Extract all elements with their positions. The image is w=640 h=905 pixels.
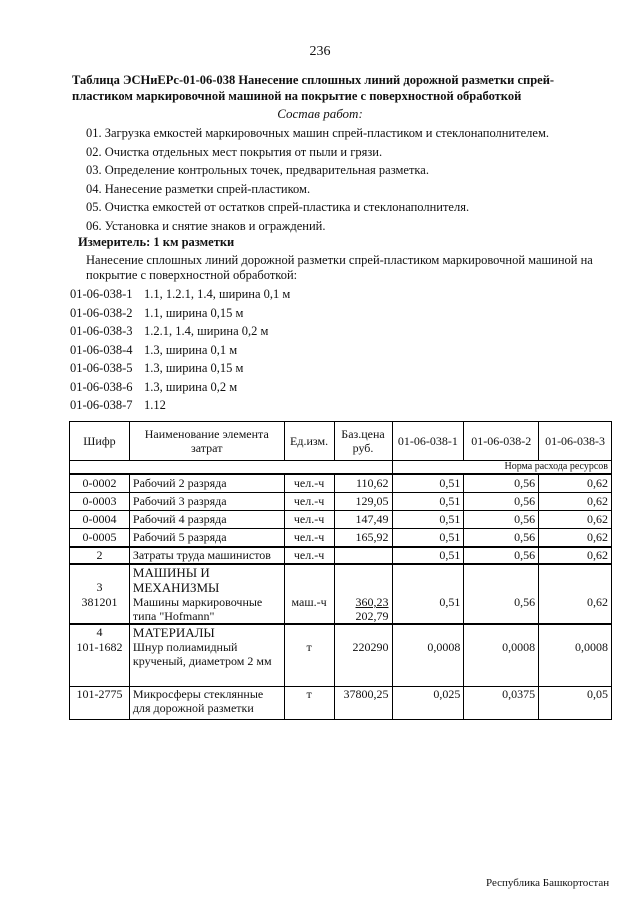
code-text: 1.1, 1.2.1, 1.4, ширина 0,1 м (144, 287, 291, 301)
row-name: Рабочий 5 разряда (129, 529, 284, 548)
code-item (70, 396, 290, 415)
code-id: 01-06-038-6 (70, 379, 133, 394)
row-value: 0,51 (392, 493, 464, 511)
row-code: 101-2775 (70, 687, 130, 720)
section-row-materials (70, 624, 612, 640)
row-price: 147,49 (334, 511, 392, 529)
row-value: 0,0008 (539, 640, 612, 687)
row-price: 37800,25 (334, 687, 392, 720)
code-item (70, 341, 290, 360)
header-col3: 01-06-038-3 (539, 422, 612, 461)
work-step: 03. Определение контрольных точек, предварительная разметка. (86, 163, 429, 178)
row-unit: чел.-ч (284, 511, 334, 529)
code-text: 1.3, ширина 0,1 м (144, 342, 238, 357)
header-col2: 01-06-038-2 (464, 422, 539, 461)
row-code: 2 (70, 547, 130, 564)
code-item (70, 322, 290, 341)
row-unit: чел.-ч (284, 474, 334, 493)
row-value: 0,51 (392, 474, 464, 493)
code-text: 1.1, ширина 0,15 м (144, 305, 244, 320)
row-value: 0,51 (392, 511, 464, 529)
code-text: 1.12 (144, 398, 166, 412)
row-value: 0,62 (539, 529, 612, 548)
row-value: 0,51 (392, 595, 464, 624)
row-unit: чел.-ч (284, 547, 334, 564)
row-value: 0,56 (464, 493, 539, 511)
row-name: Рабочий 4 разряда (129, 511, 284, 529)
row-price: 129,05 (334, 493, 392, 511)
table-row (70, 511, 612, 529)
table-title: Таблица ЭСНиЕРс-01-06-038 Нанесение сплошных линий дорожной разметки спрей-пластиком маркировочной машиной на покрытие с поверхностной обработкой (72, 73, 555, 103)
code-item (70, 359, 290, 378)
row-value: 0,56 (464, 511, 539, 529)
row-value: 0,51 (392, 547, 464, 564)
row-code: 0-0005 (70, 529, 130, 548)
code-id: 01-06-038-7 (70, 398, 133, 412)
row-value: 0,62 (539, 493, 612, 511)
work-step: 05. Очистка емкостей от остатков спрей-пластика и стеклонаполнителя. (86, 200, 470, 215)
row-value: 0,0375 (464, 687, 539, 720)
code-id: 01-06-038-2 (70, 305, 133, 320)
code-item (70, 285, 290, 304)
row-name: Рабочий 3 разряда (129, 493, 284, 511)
row-code: 381201 (70, 595, 130, 624)
row-price: 165,92 (334, 529, 392, 548)
resource-table (69, 421, 612, 720)
header-price: Баз.цена руб. (334, 422, 392, 461)
work-composition-heading: Состав работ: (277, 106, 363, 121)
header-unit: Ед.изм. (284, 422, 334, 461)
code-item (70, 304, 290, 323)
machine-price-bottom: 202,79 (355, 609, 389, 623)
row-value: 0,0008 (464, 640, 539, 687)
section-title: МАТЕРИАЛЫ (129, 624, 284, 640)
row-code: 0-0003 (70, 493, 130, 511)
section-title: МАШИНЫ И МЕХАНИЗМЫ (129, 564, 284, 595)
footer-region: Республика Башкортостан (486, 877, 610, 889)
section-code: 3 (70, 564, 130, 595)
row-unit: т (284, 640, 334, 687)
row-price: 110,62 (334, 474, 392, 493)
row-code: 101-1682 (70, 640, 130, 687)
description: Нанесение сплошных линий дорожной разметки спрей-пластиком маркировочной машиной на покрытие с поверхностной обработкой: (86, 253, 593, 282)
row-value: 0,56 (464, 595, 539, 624)
row-name: Машины маркировочные типа "Hofmann" (129, 595, 284, 624)
norm-label: Норма расхода ресурсов (392, 461, 612, 475)
header-code: Шифр (70, 422, 130, 461)
work-steps-list (86, 124, 549, 236)
row-name: Рабочий 2 разряда (129, 474, 284, 493)
row-unit: т (284, 687, 334, 720)
code-text: 1.3, ширина 0,15 м (144, 361, 244, 375)
row-name: Шнур полиамидный крученый, диаметром 2 мм (129, 640, 284, 687)
table-row (70, 493, 612, 511)
table-row (70, 687, 612, 720)
work-step: 04. Нанесение разметки спрей-пластиком. (86, 181, 311, 196)
code-id: 01-06-038-1 (70, 287, 133, 301)
header-col1: 01-06-038-1 (392, 422, 464, 461)
code-text: 1.3, ширина 0,2 м (144, 379, 238, 394)
row-unit: чел.-ч (284, 529, 334, 548)
norm-label-row (70, 461, 612, 475)
work-step: 06. Установка и снятие знаков и ограждений. (86, 218, 326, 233)
machine-price-top: 360,23 (355, 595, 389, 609)
row-name: Микросферы стеклянные для дорожной разметки (129, 687, 284, 720)
header-name: Наименование элемента затрат (129, 422, 284, 461)
row-value: 0,0008 (392, 640, 464, 687)
row-value: 0,05 (539, 687, 612, 720)
row-value: 0,62 (539, 474, 612, 493)
table-header-row (70, 422, 612, 461)
row-value: 0,62 (539, 547, 612, 564)
table-row (70, 640, 612, 687)
code-list (70, 285, 290, 415)
table-row (70, 474, 612, 493)
table-row (70, 595, 612, 624)
code-item (70, 378, 290, 397)
row-value: 0,51 (392, 529, 464, 548)
row-value: 0,56 (464, 529, 539, 548)
code-id: 01-06-038-5 (70, 361, 133, 375)
section-row-machines (70, 564, 612, 595)
row-value: 0,62 (539, 511, 612, 529)
page-number: 236 (309, 44, 331, 59)
row-name: Затраты труда машинистов (129, 547, 284, 564)
code-text: 1.2.1, 1.4, ширина 0,2 м (144, 324, 269, 338)
row-unit: чел.-ч (284, 493, 334, 511)
row-unit: маш.-ч (284, 595, 334, 624)
row-value: 0,56 (464, 474, 539, 493)
work-step: 02. Очистка отдельных мест покрытия от пыли и грязи. (86, 144, 383, 159)
unit-of-measure: Измеритель: 1 км разметки (78, 235, 235, 249)
row-code: 0-0002 (70, 474, 130, 493)
code-id: 01-06-038-3 (70, 324, 133, 338)
table-row (70, 529, 612, 548)
row-code: 0-0004 (70, 511, 130, 529)
section-code: 4 (70, 624, 130, 640)
row-value: 0,025 (392, 687, 464, 720)
row-price: 220290 (334, 640, 392, 687)
row-value: 0,56 (464, 547, 539, 564)
row-value: 0,62 (539, 595, 612, 624)
work-step: 01. Загрузка емкостей маркировочных машин спрей-пластиком и стеклонаполнителем. (86, 126, 550, 140)
table-row (70, 547, 612, 564)
code-id: 01-06-038-4 (70, 342, 133, 357)
